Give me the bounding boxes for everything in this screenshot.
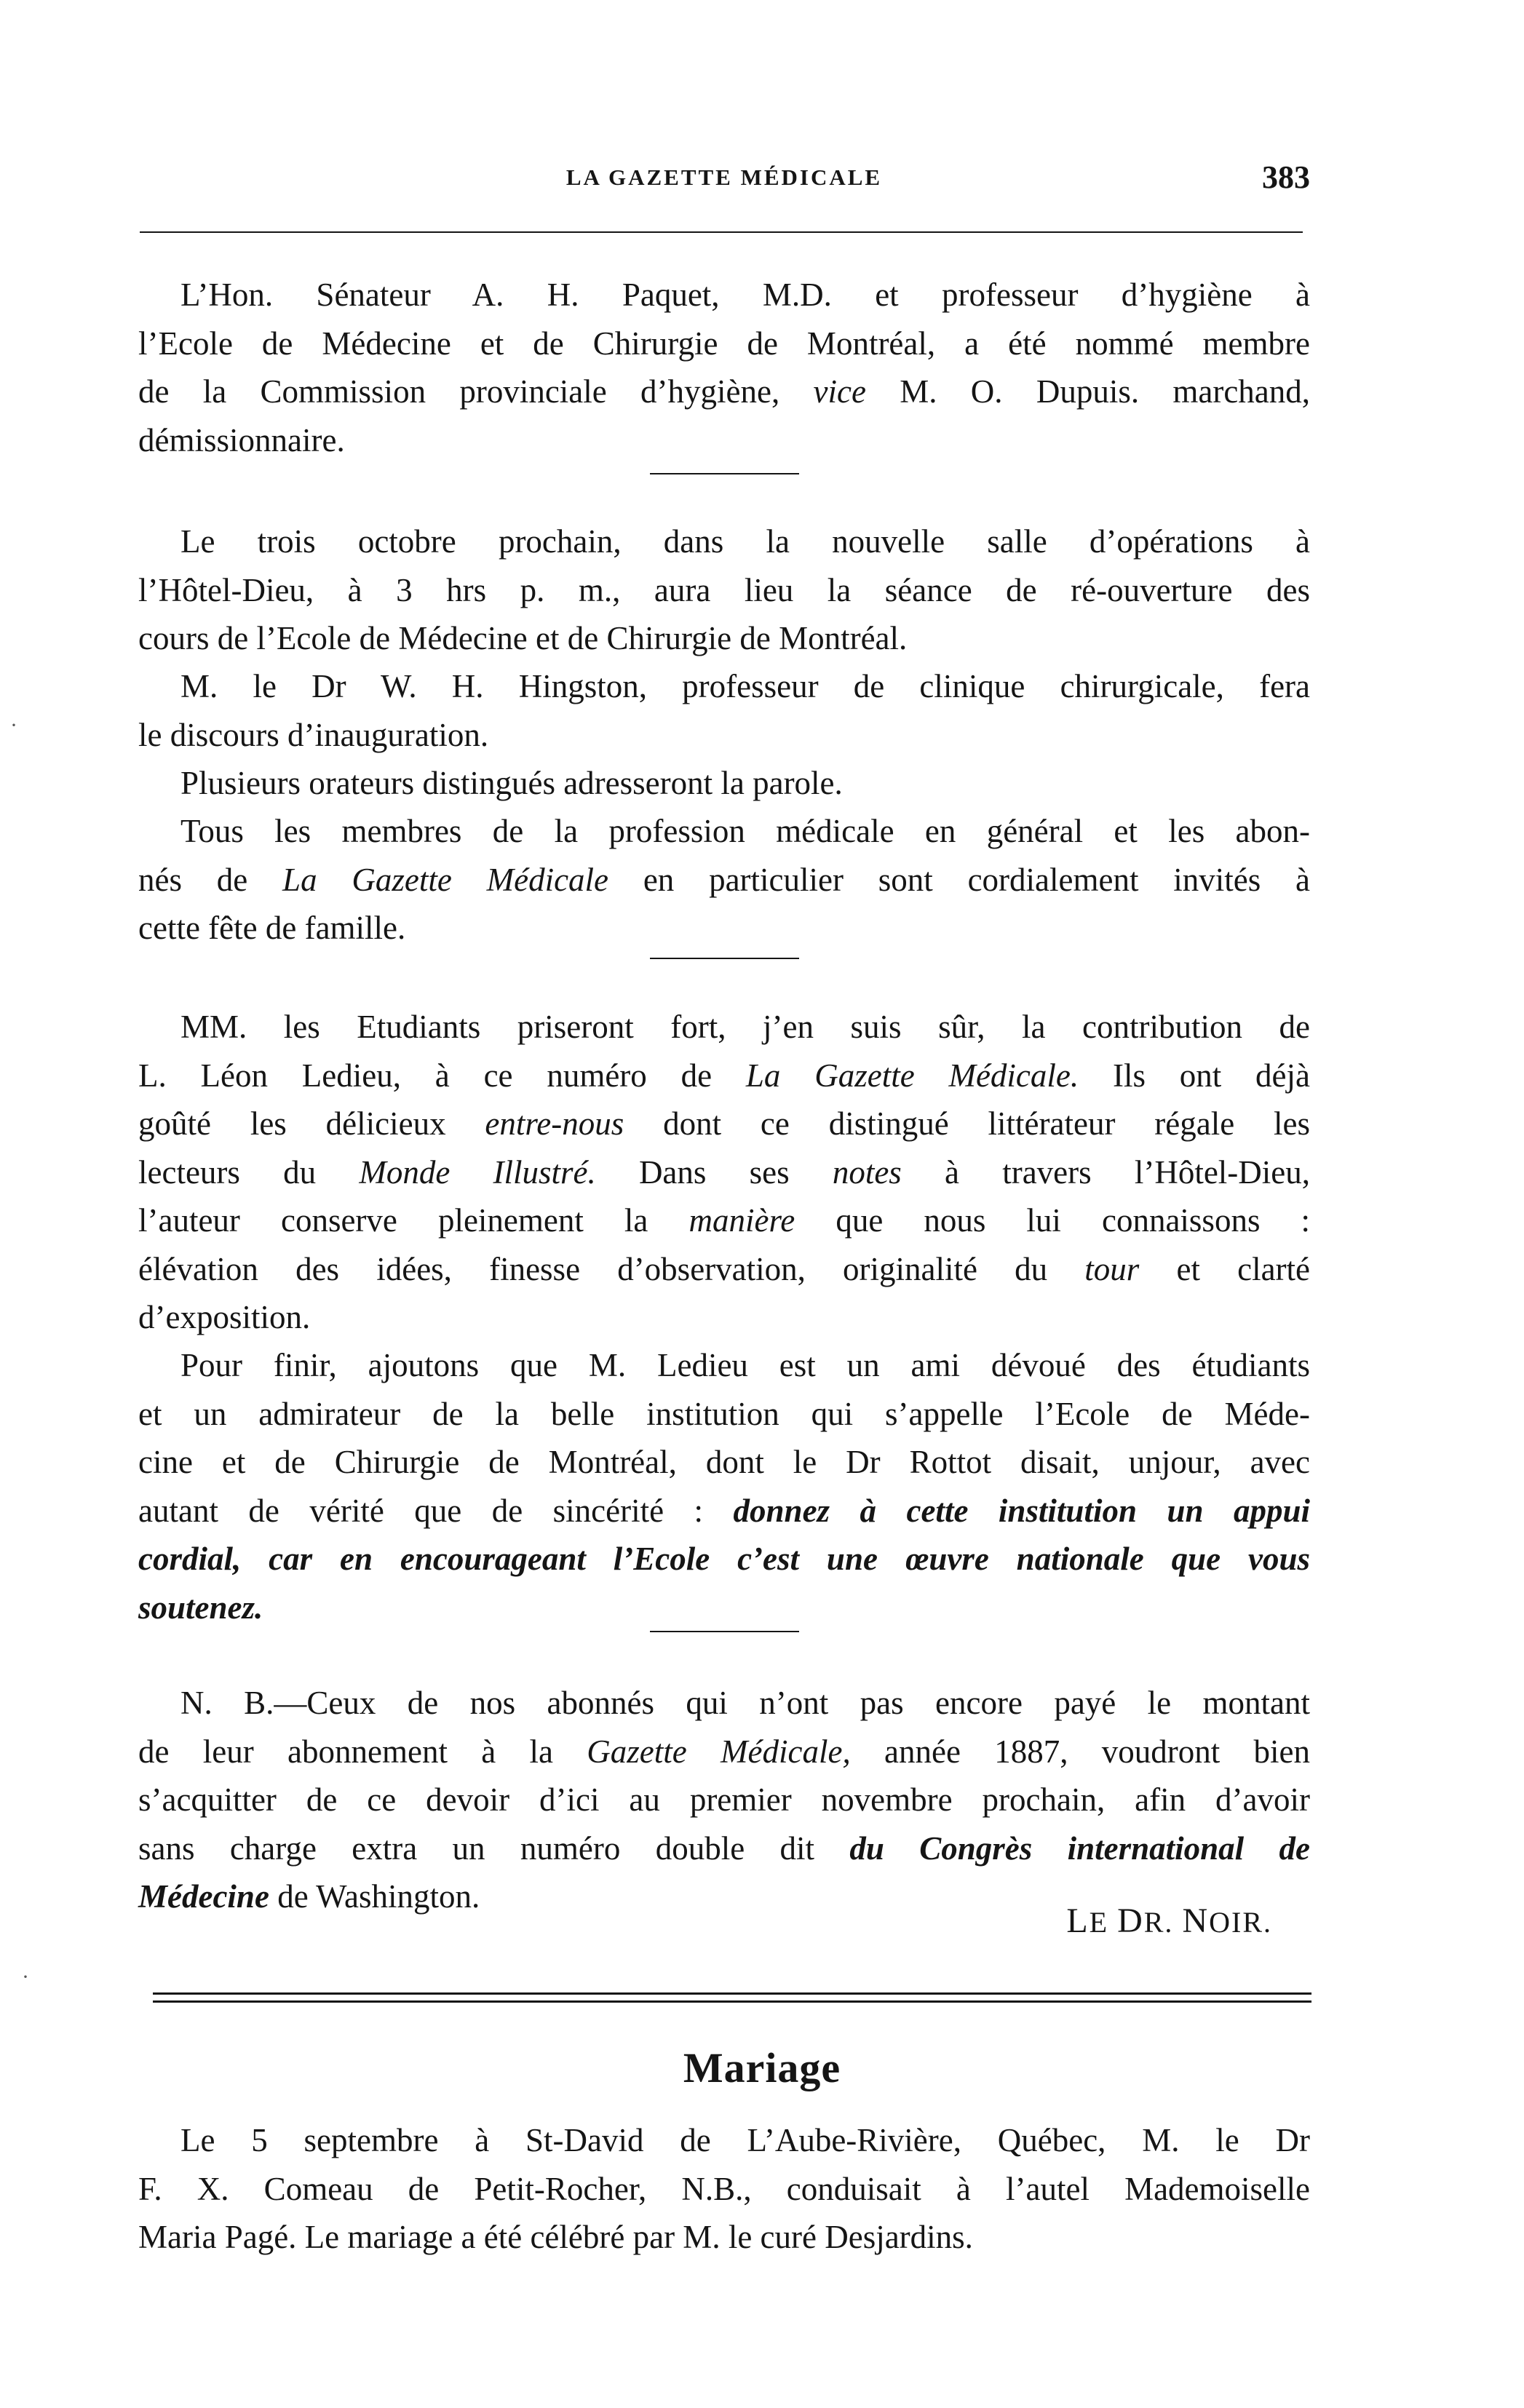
text-line: goûté les délicieux entre-nous dont ce distingué littérateur régale les bbox=[138, 1105, 1311, 1142]
text-line: Maria Pagé. Le mariage a été célébré par M. le curé Desjardins. bbox=[138, 2219, 973, 2255]
header-rule bbox=[140, 231, 1303, 233]
section-title-mariage: Mariage bbox=[683, 2044, 841, 2091]
text-line: l’Hôtel-Dieu, à 3 hrs p. m., aura lieu la séance de ré-ouverture des bbox=[138, 571, 1310, 608]
text-line: F. X. Comeau de Petit-Rocher, N.B., conduisait à l’autel Mademoiselle bbox=[138, 2170, 1310, 2207]
paragraph-conclusion bbox=[138, 1341, 1310, 1632]
text-line: démissionnaire. bbox=[138, 421, 345, 458]
text-line: l’Ecole de Médecine et de Chirurgie de Montréal, a été nommé membre bbox=[138, 325, 1310, 362]
paragraph-invitation bbox=[138, 807, 1310, 953]
text-line: N. B.—Ceux de nos abonnés qui n’ont pas encore payé le montant bbox=[180, 1685, 1310, 1721]
signature: LE DR. NOIR. bbox=[1066, 1902, 1272, 1940]
text-line: de leur abonnement à la Gazette Médicale, année 1887, voudront bien bbox=[138, 1733, 1311, 1770]
text-line: et un admirateur de la belle institution qui s’appelle l’Ecole de Méde- bbox=[138, 1395, 1310, 1432]
text-line: le discours d’inauguration. bbox=[138, 716, 489, 753]
text-line: L’Hon. Sénateur A. H. Paquet, M.D. et professeur d’hygiène à bbox=[180, 277, 1310, 313]
paragraph-mariage bbox=[138, 2116, 1310, 2262]
paragraph-senator-paquet bbox=[138, 271, 1310, 464]
margin-speck: · bbox=[10, 713, 17, 737]
text-line: sans charge extra un numéro double dit du Congrès international de bbox=[138, 1829, 1310, 1867]
paragraph-orators bbox=[138, 759, 1310, 808]
text-line: soutenez. bbox=[138, 1589, 263, 1626]
text-line: Plusieurs orateurs distingués adresseront la parole. bbox=[180, 765, 843, 801]
text-line: Le 5 septembre à St-David de L’Aube-Rivière, Québec, M. le Dr bbox=[180, 2122, 1310, 2158]
paragraph-hingston bbox=[138, 662, 1310, 759]
text-line: élévation des idées, finesse d’observation, originalité du tour et clarté bbox=[138, 1250, 1311, 1287]
running-title: LA GAZETTE MÉDICALE bbox=[565, 164, 883, 190]
text-line: de la Commission provinciale d’hygiène, vice M. O. Dupuis. marchand, bbox=[138, 373, 1311, 410]
text-line: Tous les membres de la profession médicale en général et les abon- bbox=[180, 813, 1310, 849]
text-line: nés de La Gazette Médicale en particulier sont cordialement invités à bbox=[138, 861, 1311, 898]
paragraph-ledieu bbox=[138, 1003, 1310, 1342]
text-line: Le trois octobre prochain, dans la nouvelle salle d’opérations à bbox=[180, 523, 1310, 560]
page-header bbox=[138, 159, 1310, 202]
text-line: Médecine de Washington. bbox=[138, 1878, 480, 1915]
text-line: L. Léon Ledieu, à ce numéro de La Gazette Médicale. Ils ont déjà bbox=[138, 1057, 1311, 1094]
text-line: s’acquitter de ce devoir d’ici au premier novembre prochain, afin d’avoir bbox=[138, 1781, 1310, 1818]
text-line: lecteurs du Monde Illustré. Dans ses notes à travers l’Hôtel-Dieu, bbox=[138, 1153, 1311, 1191]
text-line: Pour finir, ajoutons que M. Ledieu est un ami dévoué des étudiants bbox=[180, 1347, 1310, 1383]
text-line: M. le Dr W. H. Hingston, professeur de clinique chirurgicale, fera bbox=[180, 668, 1310, 704]
paragraph-nota-bene bbox=[138, 1679, 1310, 1921]
text-line: cine et de Chirurgie de Montréal, dont le Dr Rottot disait, unjour, avec bbox=[138, 1444, 1310, 1480]
text-line: MM. les Etudiants priseront fort, j’en suis sûr, la contribution de bbox=[180, 1009, 1310, 1045]
margin-speck: · bbox=[22, 1965, 29, 1989]
double-rule-divider bbox=[153, 1992, 1311, 2003]
text-line: l’auteur conserve pleinement la manière que nous lui connaissons : bbox=[138, 1202, 1311, 1239]
text-line: d’exposition. bbox=[138, 1299, 311, 1335]
section-separator bbox=[650, 473, 799, 474]
text-line: cours de l’Ecole de Médecine et de Chirurgie de Montréal. bbox=[138, 620, 908, 656]
section-separator bbox=[650, 958, 799, 959]
paragraph-reopening bbox=[138, 517, 1310, 663]
page-number: 383 bbox=[1262, 159, 1310, 195]
section-separator bbox=[650, 1631, 799, 1632]
text-line: cordial, car en encourageant l’Ecole c’est une œuvre nationale que vous bbox=[138, 1541, 1310, 1577]
text-line: autant de vérité que de sincérité : donnez à cette institution un appui bbox=[138, 1492, 1311, 1529]
text-line: cette fête de famille. bbox=[138, 910, 406, 946]
